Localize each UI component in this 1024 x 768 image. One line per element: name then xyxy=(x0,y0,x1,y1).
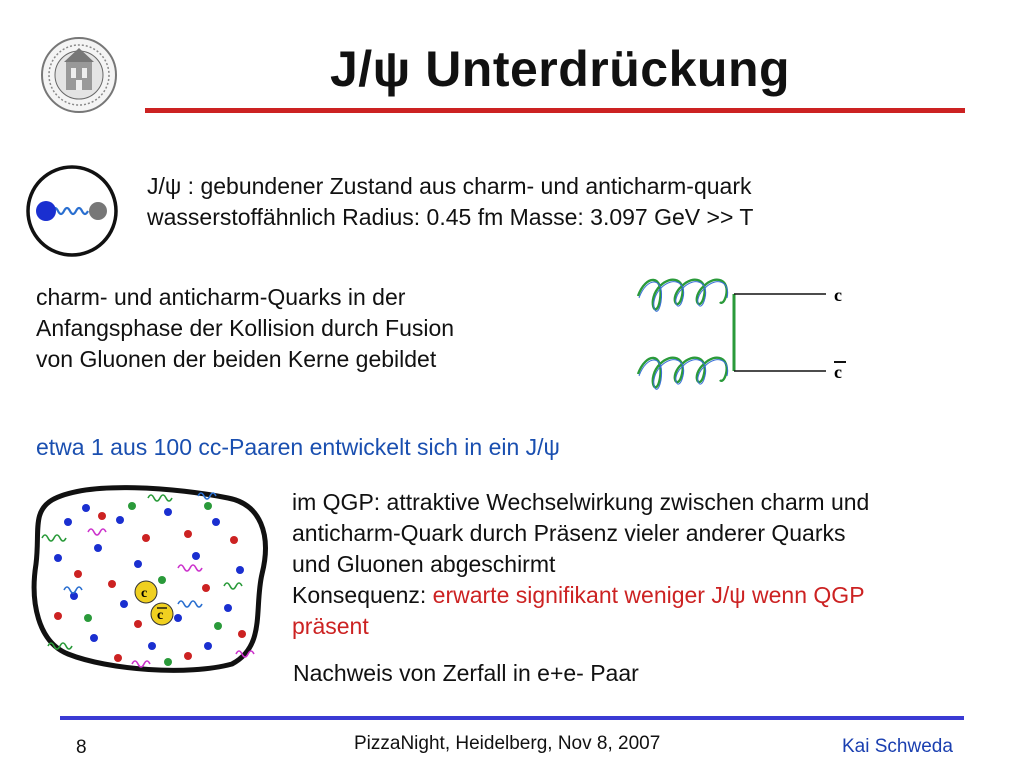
blob-anticharm-quark: c xyxy=(157,608,164,623)
qgp-consequence xyxy=(292,580,869,611)
consequence-statement-cont: präsent xyxy=(292,613,369,639)
page-number: 8 xyxy=(76,737,87,758)
jpsi-description xyxy=(147,171,753,233)
charm-quark-label: c xyxy=(834,285,842,305)
qgp-line: anticharm-Quark durch Präsenz vieler anderer Quarks xyxy=(292,520,846,546)
slide-title: J/ψ Unterdrückung xyxy=(329,41,791,97)
formation-line: Anfangsphase der Kollision durch Fusion xyxy=(36,315,455,341)
title-underline xyxy=(145,108,965,113)
formation-line: charm- und anticharm-Quarks in der xyxy=(36,284,406,310)
anticharm-quark-label: c xyxy=(834,362,842,382)
detection-method: Nachweis von Zerfall in e+e- Paar xyxy=(293,660,639,686)
blob-charm-quark: c xyxy=(141,586,148,601)
jpsi-definition: J/ψ : gebundener Zustand aus charm- und anticharm-quark xyxy=(147,173,752,199)
consequence-statement: erwarte signifikant weniger J/ψ wenn QGP xyxy=(432,582,865,608)
footer-event: PizzaNight, Heidelberg, Nov 8, 2007 xyxy=(354,733,661,754)
formation-line: von Gluonen der beiden Kerne gebildet xyxy=(36,346,437,372)
qgp-screening-text xyxy=(292,487,869,642)
consequence-label: Konsequenz: xyxy=(292,582,433,608)
footer-divider xyxy=(60,716,964,720)
footer-author: Kai Schweda xyxy=(842,736,953,757)
jpsi-bound-state-icon xyxy=(24,163,120,259)
quark-formation-text xyxy=(36,282,454,375)
gluon-fusion-diagram-icon xyxy=(634,274,859,399)
qgp-line: und Gluonen abgeschirmt xyxy=(292,551,556,577)
jpsi-properties: wasserstoffähnlich Radius: 0.45 fm Masse: 3.097 GeV >> T xyxy=(147,204,754,230)
qgp-line: im QGP: attraktive Wechselwirkung zwischen charm und xyxy=(292,489,870,515)
jpsi-formation-rate: etwa 1 aus 100 cc-Paaren entwickelt sich in ein J/ψ xyxy=(36,434,560,460)
university-seal-icon xyxy=(40,36,118,114)
quark-gluon-plasma-icon xyxy=(28,478,272,674)
